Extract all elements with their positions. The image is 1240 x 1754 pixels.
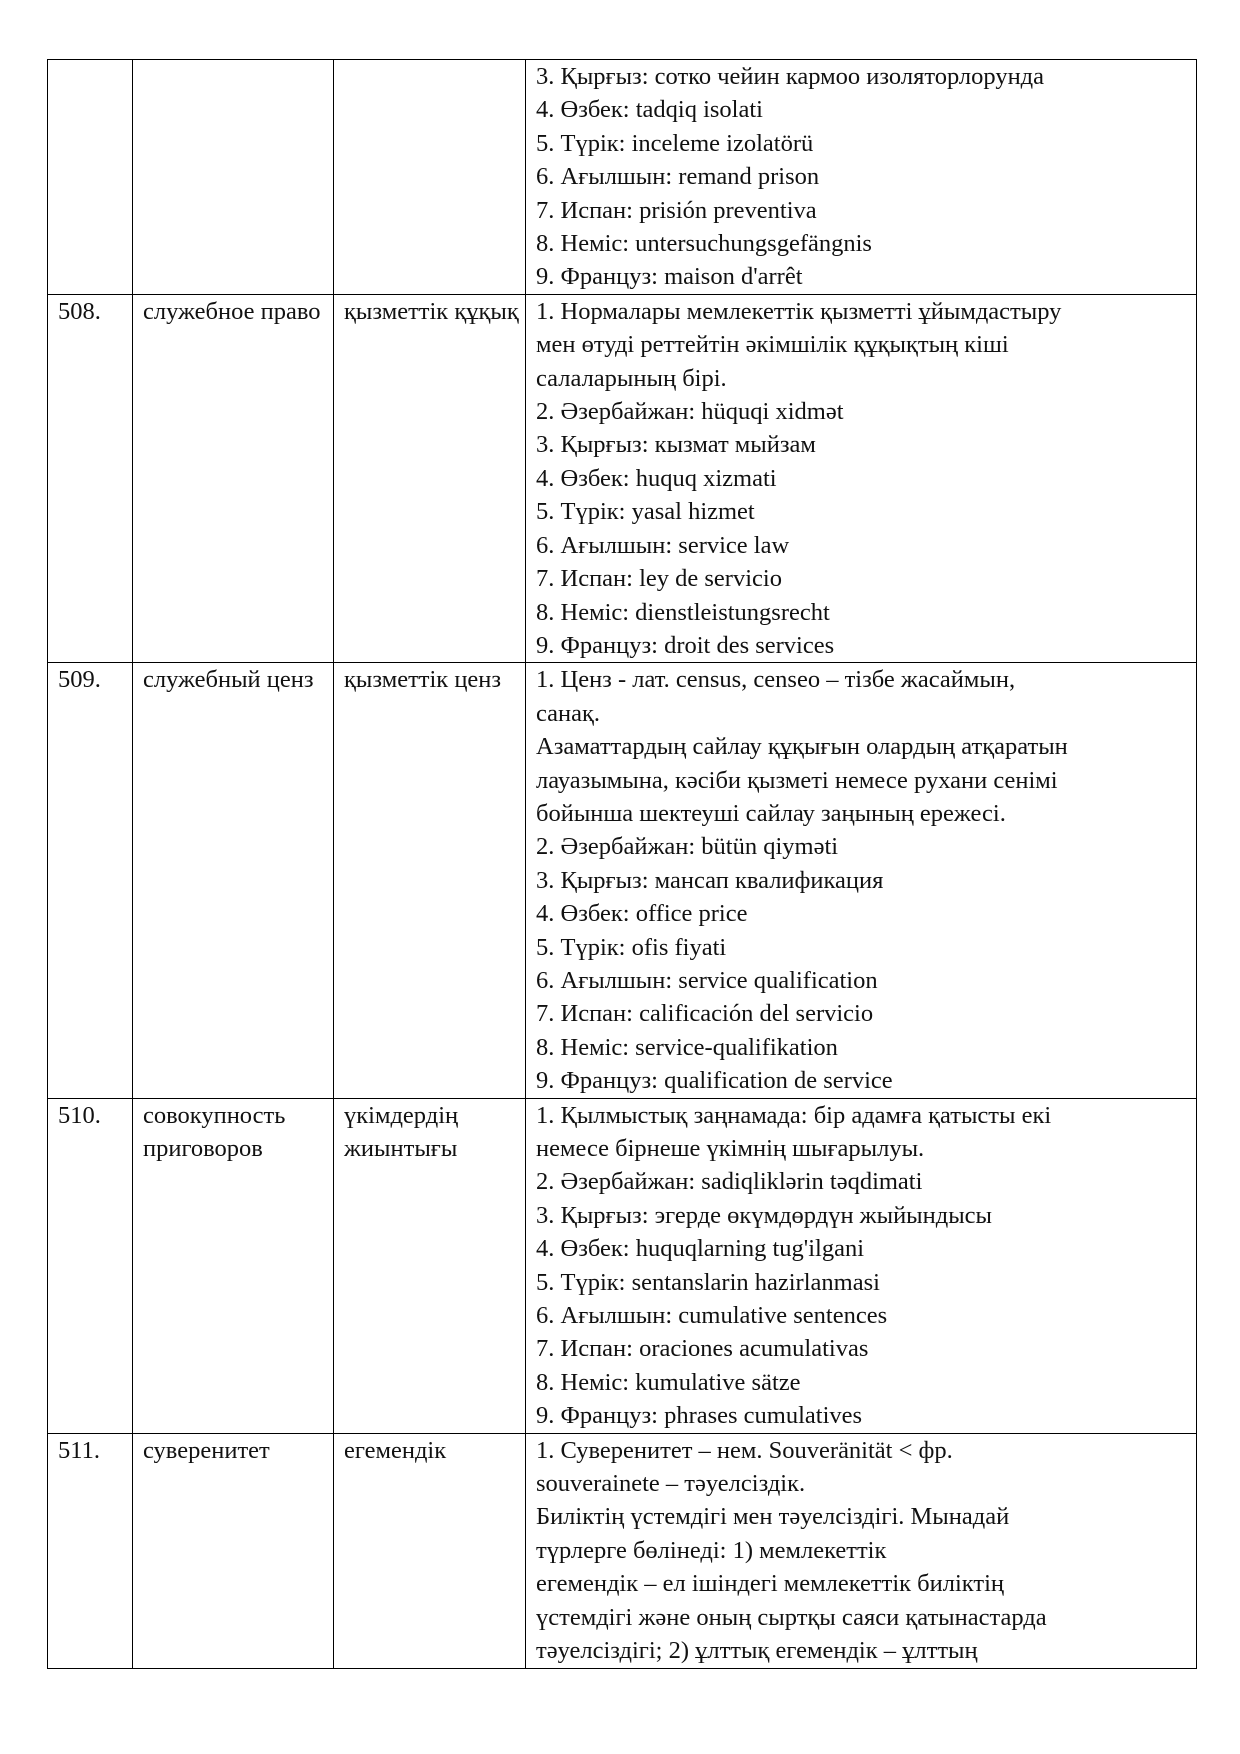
definition-line: 9. Француз: phrases cumulatives (536, 1402, 863, 1430)
table-row (48, 1098, 1197, 1433)
row-number: 510. (48, 1098, 133, 1433)
definition-line: 7. Испан: prisión preventiva (536, 196, 817, 224)
table-row (48, 1433, 1197, 1668)
table-row (48, 60, 1197, 295)
definition-line: мен өтуді реттейтін әкімшілік құқықтың кіші (536, 331, 1009, 359)
definition-line: 8. Неміс: kumulative sätze (536, 1368, 801, 1396)
definition-cell (526, 294, 1197, 662)
definition-line: 6. Ағылшын: remand prison (536, 163, 820, 191)
definition-cell (526, 60, 1197, 295)
row-number: 511. (48, 1433, 133, 1668)
definition-line: үстемдігі және оның сыртқы саяси қатынастарда (536, 1603, 1047, 1631)
definition-line: 6. Ағылшын: cumulative sentences (536, 1302, 888, 1330)
definition-line: Биліктің үстемдігі мен тәуелсіздігі. Мынадай (536, 1503, 1010, 1531)
definition-line: 8. Неміс: dienstleistungsrecht (536, 598, 830, 626)
definition-line: 5. Түрік: ofis fiyati (536, 933, 727, 961)
definition-line: 4. Өзбек: huquq xizmati (536, 464, 777, 492)
kazakh-term: үкімдердің жиынтығы (334, 1098, 526, 1433)
definition-line: түрлерге бөлінеді: 1) мемлекеттік (536, 1536, 887, 1564)
definition-cell (526, 1098, 1197, 1433)
row-number: 509. (48, 663, 133, 1098)
definition-line: souverainete – тәуелсіздік. (536, 1470, 806, 1498)
definition-line: салаларының бірі. (536, 364, 727, 392)
definition-cell (526, 663, 1197, 1098)
kazakh-term (334, 60, 526, 295)
definition-line: 1. Қылмыстық заңнамада: бір адамға қатысты екі (536, 1101, 1052, 1129)
kazakh-term: қызметтік құқық (334, 294, 526, 662)
definition-line: тәуелсіздігі; 2) ұлттық егемендік – ұлттың (536, 1637, 978, 1665)
definition-line: 9. Француз: droit des services (536, 631, 835, 659)
definition-line: бойынша шектеуші сайлау заңының ережесі. (536, 799, 1006, 827)
russian-term: служебный ценз (133, 663, 334, 1098)
definition-line: 4. Өзбек: office price (536, 900, 748, 928)
definition-line: 5. Түрік: inceleme izolatörü (536, 129, 814, 157)
definition-line: 4. Өзбек: huquqlarning tug'ilgani (536, 1235, 865, 1263)
definition-line: немесе бірнеше үкімнің шығарылуы. (536, 1135, 925, 1162)
definition-line: 1. Ценз - лат. census, censeo – тізбе жасаймын, (536, 666, 1016, 694)
kazakh-term: қызметтік ценз (334, 663, 526, 1098)
definition-line: 6. Ағылшын: service qualification (536, 966, 878, 994)
definition-line: 1. Нормалары мемлекеттік қызметті ұйымдастыру (536, 297, 1062, 325)
definition-line: 5. Түрік: yasal hizmet (536, 498, 755, 526)
definition-line: 3. Қырғыз: кызмат мыйзам (536, 431, 816, 459)
definition-line: 1. Суверенитет – нем. Souveränität < фр. (536, 1436, 953, 1464)
definition-line: 8. Неміс: service-qualifikation (536, 1033, 838, 1061)
russian-term: служебное право (133, 294, 334, 662)
russian-term (133, 60, 334, 295)
definition-line: 2. Әзербайжан: hüquqi xidmət (536, 398, 844, 426)
terms-table (47, 59, 1197, 1669)
definition-line: 3. Қырғыз: сотко чейин кармоо изоляторлорунда (536, 63, 1045, 90)
definition-line: 2. Әзербайжан: sadiqliklərin təqdimati (536, 1168, 923, 1196)
definition-line: 6. Ағылшын: service law (536, 531, 790, 559)
definition-line: 8. Неміс: untersuchungsgefängnis (536, 230, 872, 258)
table-row (48, 663, 1197, 1098)
definition-line: 9. Француз: qualification de service (536, 1067, 893, 1095)
russian-term: совокупность приговоров (133, 1098, 334, 1433)
definition-line: санақ. (536, 699, 601, 727)
definition-line: 5. Түрік: sentanslarin hazirlanmasi (536, 1268, 880, 1296)
definition-line: 7. Испан: calificación del servicio (536, 1000, 874, 1028)
definition-line: Азаматтардың сайлау құқығын олардың атқаратын (536, 733, 1068, 761)
row-number: 508. (48, 294, 133, 662)
definition-line: 7. Испан: oraciones acumulativas (536, 1335, 869, 1363)
definition-line: 9. Француз: maison d'arrêt (536, 263, 803, 291)
definition-line: егемендік – ел ішіндегі мемлекеттік биліктің (536, 1570, 1004, 1598)
row-number (48, 60, 133, 295)
definition-cell (526, 1433, 1197, 1668)
russian-term: суверенитет (133, 1433, 334, 1668)
kazakh-term: егемендік (334, 1433, 526, 1668)
table-row (48, 294, 1197, 662)
definition-line: 3. Қырғыз: мансап квалификация (536, 866, 884, 894)
definition-line: 4. Өзбек: tadqiq isolati (536, 96, 763, 124)
definition-line: 7. Испан: ley de servicio (536, 565, 782, 593)
definition-line: лауазымына, кәсіби қызметі немесе рухани сенімі (536, 766, 1058, 794)
definition-line: 3. Қырғыз: эгерде өкүмдөрдүн жыйындысы (536, 1201, 993, 1229)
definition-line: 2. Әзербайжан: bütün qiyməti (536, 833, 839, 861)
